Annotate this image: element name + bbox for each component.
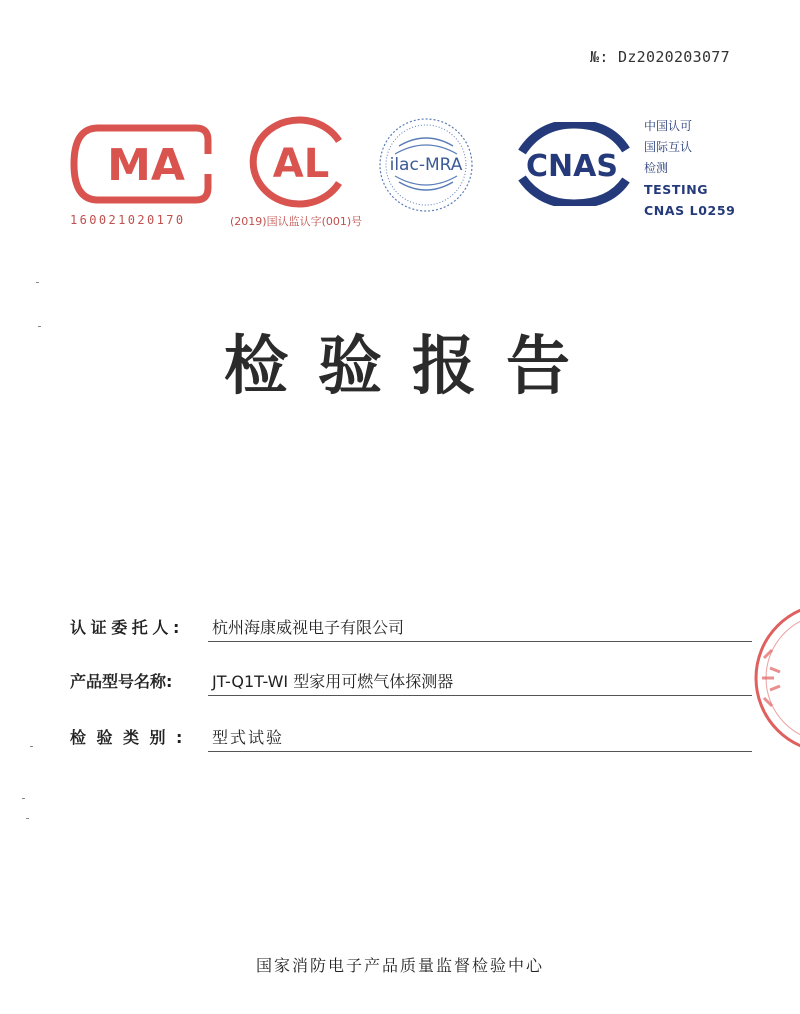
issuer-footer: 国家消防电子产品质量监督检验中心 [255, 956, 544, 975]
product-label: 产品型号名称: [70, 672, 173, 691]
product-value: JT-Q1T-WI 型家用可燃气体探测器 [212, 672, 454, 691]
scan-speck [26, 818, 29, 819]
cal-logo-icon [247, 115, 353, 209]
cal-logo-text: AL [272, 141, 330, 187]
inspection-type-value: 型式试验 [212, 728, 285, 747]
client-field [70, 612, 752, 642]
scan-speck [36, 282, 39, 283]
cal-caption: (2019)国认监认字(001)号 [230, 215, 363, 228]
cnas-logo-text: CNAS [526, 149, 618, 184]
cnas-line-1: 中国认可 [644, 119, 693, 133]
cma-number: 160021020170 [70, 213, 186, 227]
cnas-code: CNAS L0259 [644, 203, 736, 218]
scan-speck [38, 326, 41, 327]
ilac-mra-logo-text: ilac-MRA [389, 155, 463, 175]
product-field [70, 666, 752, 696]
product-underline [208, 695, 752, 696]
inspection-type-field [70, 722, 752, 752]
seal-stamp-icon [750, 598, 800, 758]
report-number: №: Dz2020203077 [590, 48, 730, 66]
report-title: 检验报告 [224, 330, 600, 404]
cnas-line-3: 检测 [644, 161, 669, 175]
client-value: 杭州海康威视电子有限公司 [212, 618, 405, 637]
cnas-logo-icon [510, 122, 634, 206]
ilac-mra-logo-icon [377, 116, 475, 214]
inspection-type-label: 检验类别: [70, 728, 193, 747]
client-underline [208, 641, 752, 642]
cma-logo-icon [70, 122, 212, 206]
scan-speck [22, 798, 25, 799]
cma-logo-text: MA [107, 140, 185, 191]
scan-speck [30, 746, 33, 747]
inspection-type-underline [208, 751, 752, 752]
cnas-testing: TESTING [644, 182, 709, 197]
client-label: 认证委托人: [70, 618, 184, 637]
cnas-line-2: 国际互认 [644, 140, 693, 154]
cnas-info [644, 116, 764, 221]
